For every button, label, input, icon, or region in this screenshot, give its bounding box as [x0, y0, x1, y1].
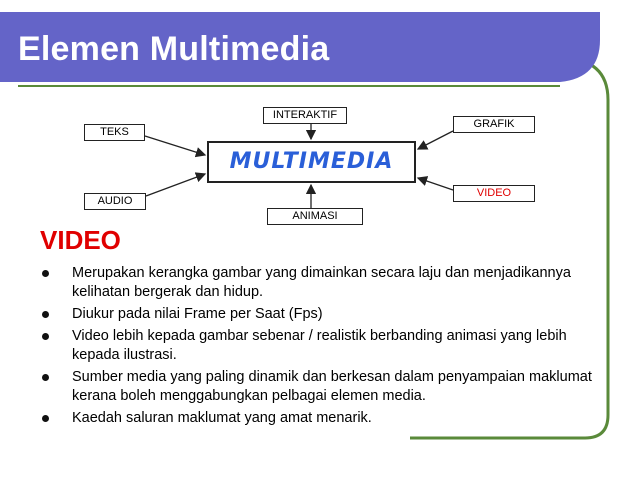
- list-item-text: Merupakan kerangka gambar yang dimainkan secara laju dan menjadikannya kelihatan bergerak dan hidup.: [72, 265, 571, 300]
- page-title: Elemen Multimedia: [18, 30, 330, 68]
- bullet-dot-icon: [42, 333, 49, 340]
- list-item: [40, 368, 600, 406]
- bullet-dot-icon: [42, 270, 49, 277]
- list-item: [40, 305, 600, 324]
- node-interaktif: INTERAKTIF: [263, 107, 347, 124]
- bullet-list: [40, 264, 600, 431]
- node-audio: AUDIO: [84, 193, 146, 210]
- multimedia-logo-text: MULTIMEDIA: [229, 149, 394, 174]
- node-teks: TEKS: [84, 124, 145, 141]
- list-item-text: Video lebih kepada gambar sebenar / realistik berbanding animasi yang lebih kepada ilustrasi.: [72, 328, 567, 363]
- list-item: [40, 264, 600, 302]
- node-multimedia: [207, 141, 416, 183]
- list-item: [40, 327, 600, 365]
- bullet-dot-icon: [42, 415, 49, 422]
- arrow-teks: [145, 136, 205, 155]
- list-item-text: Sumber media yang paling dinamik dan berkesan dalam penyampaian maklumat kerana boleh menggabungkan pelbagai elemen media.: [72, 369, 592, 404]
- arrow-grafik: [418, 131, 453, 149]
- bullet-dot-icon: [42, 374, 49, 381]
- arrow-audio: [146, 174, 205, 196]
- section-heading: VIDEO: [40, 225, 121, 255]
- list-item-text: Kaedah saluran maklumat yang amat menarik.: [72, 410, 372, 426]
- list-item-text: Diukur pada nilai Frame per Saat (Fps): [72, 306, 323, 322]
- node-grafik: GRAFIK: [453, 116, 535, 133]
- node-animasi: ANIMASI: [267, 208, 363, 225]
- list-item: [40, 409, 600, 428]
- arrow-video: [418, 178, 453, 190]
- bullet-dot-icon: [42, 311, 49, 318]
- node-video: VIDEO: [453, 185, 535, 202]
